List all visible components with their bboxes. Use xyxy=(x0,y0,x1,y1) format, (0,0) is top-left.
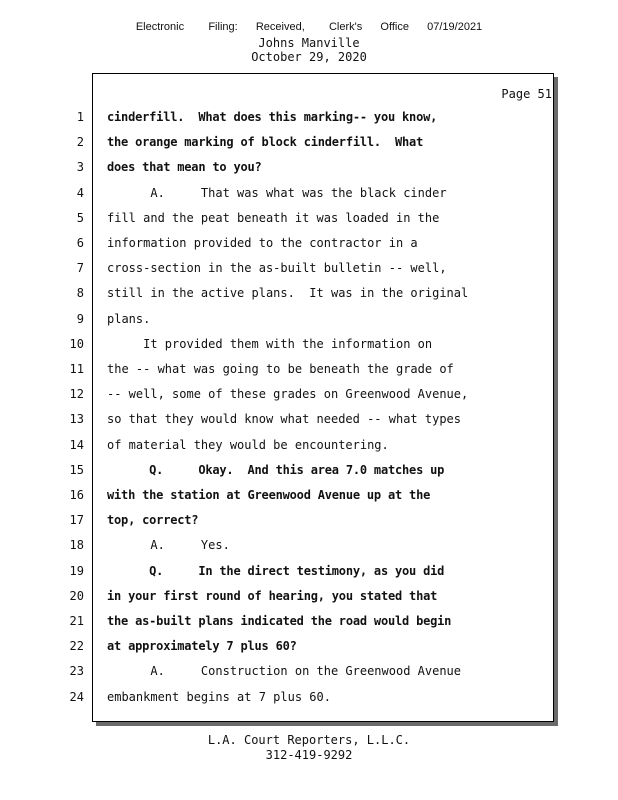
line-number: 14 xyxy=(69,437,84,452)
line-number: 9 xyxy=(76,311,84,326)
transcript-line xyxy=(0,387,618,412)
transcript-line xyxy=(0,463,618,488)
line-text: information provided to the contractor in a xyxy=(107,236,418,250)
deponent-name: Johns Manville xyxy=(258,36,360,50)
transcript-line xyxy=(0,564,618,589)
line-number: 8 xyxy=(76,286,84,301)
line-number: 18 xyxy=(69,538,84,553)
transcript-line xyxy=(0,639,618,664)
line-text: Q. Okay. And this area 7.0 matches up xyxy=(107,462,445,477)
transcript-line xyxy=(0,110,618,135)
transcript-line xyxy=(0,337,618,362)
line-number: 19 xyxy=(69,563,84,578)
line-number: 11 xyxy=(69,362,84,376)
line-number: 16 xyxy=(69,488,84,502)
line-text: the as-built plans indicated the road would begin xyxy=(107,614,452,628)
transcript-line xyxy=(0,412,618,437)
line-text: A. That was what was the black cinder xyxy=(107,185,447,200)
line-number: 12 xyxy=(69,387,84,402)
page-number: Page 51 xyxy=(501,87,552,101)
line-number: 10 xyxy=(69,336,84,351)
transcript-line xyxy=(0,286,618,311)
line-text: still in the active plans. It was in the original xyxy=(107,286,469,301)
reporter-firm: L.A. Court Reporters, L.L.C. xyxy=(207,733,411,747)
line-text: at approximately 7 plus 60? xyxy=(107,639,297,654)
line-text: with the station at Greenwood Avenue up at the xyxy=(107,488,431,502)
line-number: 23 xyxy=(69,664,84,679)
line-number: 13 xyxy=(69,412,84,427)
line-text: cinderfill. What does this marking-- you know, xyxy=(107,110,438,124)
transcript-line xyxy=(0,538,618,563)
line-text: does that mean to you? xyxy=(107,160,262,175)
deposition-date: October 29, 2020 xyxy=(251,50,367,64)
reporter-phone: 312-419-9292 xyxy=(265,748,353,762)
transcript-line xyxy=(0,312,618,337)
line-text: cross-section in the as-built bulletin -- well, xyxy=(107,261,447,276)
line-number: 4 xyxy=(76,185,84,200)
line-text: It provided them with the information on xyxy=(107,336,433,351)
line-number: 1 xyxy=(76,110,84,124)
line-number: 20 xyxy=(69,588,84,603)
line-text: of material they would be encountering. xyxy=(107,437,389,452)
line-text: -- well, some of these grades on Greenwood Avenue, xyxy=(107,387,469,402)
line-text: so that they would know what needed -- what types xyxy=(107,412,462,427)
transcript-line xyxy=(0,488,618,513)
line-number: 2 xyxy=(76,135,84,150)
line-number: 15 xyxy=(69,462,84,477)
line-text: fill and the peat beneath it was loaded in the xyxy=(107,210,440,225)
line-text: top, correct? xyxy=(107,513,199,528)
line-number: 5 xyxy=(76,210,84,225)
transcript-line xyxy=(0,160,618,185)
line-text: the orange marking of block cinderfill. What xyxy=(107,135,424,150)
line-text: plans. xyxy=(107,311,151,326)
transcript-line xyxy=(0,513,618,538)
line-text: A. Yes. xyxy=(107,538,230,553)
transcript-line xyxy=(0,664,618,689)
transcript-line xyxy=(0,261,618,286)
line-number: 22 xyxy=(69,639,84,654)
line-text: in your first round of hearing, you stated that xyxy=(107,588,438,603)
line-text: A. Construction on the Greenwood Avenue xyxy=(107,664,462,679)
transcript-line xyxy=(0,438,618,463)
line-number: 24 xyxy=(69,689,84,704)
line-text: Q. In the direct testimony, as you did xyxy=(107,563,445,578)
transcript-line xyxy=(0,589,618,614)
transcript-line xyxy=(0,614,618,639)
line-number: 6 xyxy=(76,236,84,250)
line-text: embankment begins at 7 plus 60. xyxy=(107,689,331,704)
transcript-line xyxy=(0,186,618,211)
transcript-line xyxy=(0,135,618,160)
line-number: 3 xyxy=(76,160,84,175)
transcript-line xyxy=(0,362,618,387)
line-number: 7 xyxy=(76,261,84,276)
transcript-line xyxy=(0,690,618,715)
line-number: 21 xyxy=(69,614,84,628)
filing-stamp: Electronic Filing: Received, Clerk's Office 07/19/2021 xyxy=(135,21,483,33)
line-number: 17 xyxy=(69,513,84,528)
transcript-line xyxy=(0,211,618,236)
transcript-line xyxy=(0,236,618,261)
line-text: the -- what was going to be beneath the grade of xyxy=(107,362,454,376)
